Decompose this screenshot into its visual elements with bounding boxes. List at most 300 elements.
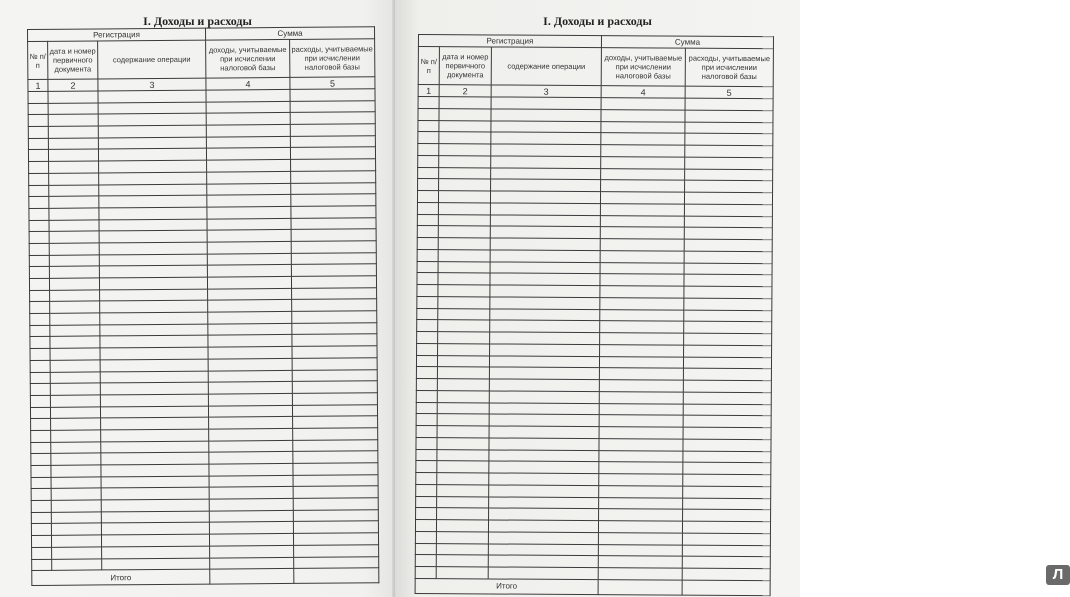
ledger-cell[interactable] [100, 406, 208, 419]
ledger-cell[interactable] [417, 214, 438, 226]
ledger-cell[interactable] [599, 450, 683, 462]
ledger-cell[interactable] [50, 348, 100, 360]
ledger-cell[interactable] [439, 167, 491, 179]
ledger-cell[interactable] [31, 454, 51, 466]
ledger-cell[interactable] [489, 367, 599, 379]
ledger-cell[interactable] [439, 132, 491, 144]
ledger-cell[interactable] [29, 255, 49, 267]
ledger-cell[interactable] [207, 206, 291, 218]
ledger-cell[interactable] [598, 532, 682, 544]
ledger-cell[interactable] [438, 202, 490, 214]
ledger-cell[interactable] [491, 144, 601, 156]
ledger-cell[interactable] [31, 535, 51, 547]
ledger-cell[interactable] [99, 277, 207, 290]
ledger-cell[interactable] [489, 355, 599, 367]
ledger-cell[interactable] [418, 132, 439, 144]
ledger-cell[interactable] [294, 545, 379, 557]
ledger-cell[interactable] [100, 382, 208, 395]
ledger-cell[interactable] [99, 172, 207, 185]
ledger-cell[interactable] [208, 288, 292, 300]
ledger-cell[interactable] [683, 415, 771, 427]
ledger-cell[interactable] [208, 405, 292, 417]
ledger-cell[interactable] [415, 543, 436, 555]
ledger-cell[interactable] [438, 296, 490, 308]
ledger-cell[interactable] [207, 230, 291, 242]
ledger-cell[interactable] [489, 485, 599, 497]
ledger-cell[interactable] [30, 384, 50, 396]
ledger-cell[interactable] [291, 171, 376, 183]
ledger-cell[interactable] [30, 372, 50, 384]
ledger-cell[interactable] [51, 418, 101, 430]
ledger-cell[interactable] [489, 414, 599, 426]
ledger-cell[interactable] [417, 249, 438, 261]
ledger-cell[interactable] [417, 226, 438, 238]
ledger-cell[interactable] [52, 558, 102, 570]
ledger-cell[interactable] [50, 336, 100, 348]
ledger-cell[interactable] [438, 249, 490, 261]
ledger-cell[interactable] [100, 347, 208, 360]
ledger-cell[interactable] [491, 156, 601, 168]
ledger-cell[interactable] [438, 226, 490, 238]
ledger-cell[interactable] [490, 320, 600, 332]
ledger-cell[interactable] [98, 113, 206, 126]
ledger-cell[interactable] [291, 229, 376, 241]
ledger-cell[interactable] [416, 378, 437, 390]
ledger-cell[interactable] [208, 323, 292, 335]
ledger-cell[interactable] [52, 547, 102, 559]
ledger-cell[interactable] [206, 113, 290, 125]
ledger-cell[interactable] [29, 232, 49, 244]
ledger-cell[interactable] [292, 311, 377, 323]
ledger-cell[interactable] [599, 427, 683, 439]
ledger-cell[interactable] [31, 465, 51, 477]
ledger-cell[interactable] [416, 355, 437, 367]
ledger-cell[interactable] [100, 394, 208, 407]
ledger-cell[interactable] [417, 308, 438, 320]
ledger-cell[interactable] [685, 157, 773, 169]
ledger-cell[interactable] [101, 441, 209, 454]
ledger-cell[interactable] [489, 508, 599, 520]
ledger-cell[interactable] [416, 472, 437, 484]
ledger-cell[interactable] [292, 369, 377, 381]
ledger-cell[interactable] [600, 227, 684, 239]
ledger-cell[interactable] [438, 261, 490, 273]
ledger-cell[interactable] [488, 520, 598, 532]
ledger-cell[interactable] [491, 132, 601, 144]
ledger-cell[interactable] [28, 103, 48, 115]
total-expense-cell[interactable] [682, 580, 770, 596]
ledger-cell[interactable] [415, 555, 436, 567]
ledger-cell[interactable] [437, 390, 489, 402]
ledger-cell[interactable] [292, 299, 377, 311]
ledger-cell[interactable] [601, 121, 685, 133]
ledger-cell[interactable] [206, 124, 290, 136]
ledger-cell[interactable] [598, 544, 682, 556]
ledger-cell[interactable] [601, 168, 685, 180]
ledger-cell[interactable] [600, 309, 684, 321]
ledger-cell[interactable] [682, 521, 770, 533]
ledger-cell[interactable] [438, 332, 490, 344]
ledger-cell[interactable] [208, 335, 292, 347]
ledger-cell[interactable] [438, 285, 490, 297]
ledger-cell[interactable] [293, 521, 378, 533]
ledger-cell[interactable] [99, 195, 207, 208]
ledger-cell[interactable] [291, 276, 376, 288]
ledger-cell[interactable] [292, 346, 377, 358]
ledger-cell[interactable] [599, 438, 683, 450]
ledger-cell[interactable] [101, 499, 209, 512]
ledger-cell[interactable] [489, 449, 599, 461]
ledger-cell[interactable] [50, 325, 100, 337]
ledger-cell[interactable] [29, 208, 49, 220]
ledger-cell[interactable] [437, 496, 489, 508]
ledger-cell[interactable] [209, 522, 293, 534]
ledger-cell[interactable] [102, 558, 210, 571]
ledger-cell[interactable] [601, 180, 685, 192]
ledger-cell[interactable] [599, 509, 683, 521]
ledger-cell[interactable] [210, 557, 294, 569]
ledger-cell[interactable] [683, 380, 771, 392]
ledger-cell[interactable] [50, 383, 100, 395]
ledger-cell[interactable] [490, 308, 600, 320]
ledger-cell[interactable] [685, 145, 773, 157]
ledger-cell[interactable] [488, 532, 598, 544]
ledger-cell[interactable] [51, 488, 101, 500]
ledger-cell[interactable] [29, 243, 49, 255]
ledger-cell[interactable] [101, 487, 209, 500]
ledger-cell[interactable] [598, 556, 682, 568]
ledger-cell[interactable] [684, 321, 772, 333]
ledger-cell[interactable] [50, 313, 100, 325]
ledger-cell[interactable] [291, 159, 376, 171]
ledger-cell[interactable] [439, 179, 491, 191]
ledger-cell[interactable] [600, 239, 684, 251]
ledger-cell[interactable] [600, 203, 684, 215]
ledger-cell[interactable] [51, 430, 101, 442]
ledger-cell[interactable] [491, 109, 601, 121]
ledger-cell[interactable] [600, 250, 684, 262]
ledger-cell[interactable] [51, 512, 101, 524]
ledger-cell[interactable] [489, 402, 599, 414]
ledger-cell[interactable] [490, 344, 600, 356]
ledger-cell[interactable] [98, 149, 206, 162]
ledger-cell[interactable] [417, 273, 438, 285]
ledger-cell[interactable] [100, 324, 208, 337]
ledger-cell[interactable] [684, 192, 772, 204]
ledger-cell[interactable] [490, 214, 600, 226]
ledger-cell[interactable] [490, 250, 600, 262]
ledger-cell[interactable] [601, 133, 685, 145]
ledger-cell[interactable] [600, 333, 684, 345]
ledger-cell[interactable] [490, 203, 600, 215]
ledger-cell[interactable] [416, 508, 437, 520]
ledger-cell[interactable] [49, 161, 99, 173]
ledger-cell[interactable] [418, 167, 439, 179]
ledger-cell[interactable] [28, 126, 48, 138]
ledger-cell[interactable] [490, 297, 600, 309]
ledger-cell[interactable] [418, 155, 439, 167]
ledger-cell[interactable] [48, 91, 98, 103]
ledger-cell[interactable] [599, 462, 683, 474]
total-expense-cell[interactable] [294, 568, 379, 584]
ledger-cell[interactable] [31, 489, 51, 501]
ledger-cell[interactable] [101, 534, 209, 547]
ledger-cell[interactable] [29, 267, 49, 279]
ledger-cell[interactable] [50, 371, 100, 383]
ledger-cell[interactable] [437, 355, 489, 367]
ledger-cell[interactable] [683, 509, 771, 521]
ledger-cell[interactable] [437, 473, 489, 485]
ledger-cell[interactable] [293, 451, 378, 463]
ledger-cell[interactable] [293, 533, 378, 545]
ledger-cell[interactable] [491, 167, 601, 179]
ledger-cell[interactable] [209, 534, 293, 546]
ledger-cell[interactable] [416, 437, 437, 449]
ledger-cell[interactable] [48, 126, 98, 138]
ledger-cell[interactable] [600, 262, 684, 274]
ledger-cell[interactable] [292, 358, 377, 370]
ledger-cell[interactable] [683, 498, 771, 510]
ledger-cell[interactable] [439, 108, 491, 120]
ledger-cell[interactable] [49, 266, 99, 278]
ledger-cell[interactable] [98, 125, 206, 138]
ledger-cell[interactable] [685, 169, 773, 181]
ledger-cell[interactable] [417, 284, 438, 296]
ledger-cell[interactable] [415, 566, 436, 578]
ledger-cell[interactable] [601, 145, 685, 157]
ledger-cell[interactable] [31, 512, 51, 524]
ledger-cell[interactable] [601, 156, 685, 168]
ledger-cell[interactable] [684, 263, 772, 275]
ledger-cell[interactable] [48, 138, 98, 150]
ledger-cell[interactable] [29, 173, 49, 185]
ledger-cell[interactable] [490, 261, 600, 273]
ledger-cell[interactable] [292, 404, 377, 416]
ledger-cell[interactable] [51, 500, 101, 512]
ledger-cell[interactable] [683, 474, 771, 486]
ledger-cell[interactable] [599, 497, 683, 509]
ledger-cell[interactable] [439, 97, 491, 109]
ledger-cell[interactable] [206, 101, 290, 113]
ledger-cell[interactable] [436, 555, 488, 567]
ledger-cell[interactable] [209, 510, 293, 522]
ledger-cell[interactable] [29, 185, 49, 197]
ledger-cell[interactable] [683, 486, 771, 498]
ledger-cell[interactable] [294, 556, 379, 568]
ledger-cell[interactable] [208, 393, 292, 405]
ledger-cell[interactable] [30, 302, 50, 314]
ledger-cell[interactable] [417, 296, 438, 308]
ledger-cell[interactable] [418, 179, 439, 191]
ledger-cell[interactable] [293, 416, 378, 428]
ledger-cell[interactable] [684, 251, 772, 263]
ledger-cell[interactable] [99, 184, 207, 197]
ledger-cell[interactable] [417, 237, 438, 249]
ledger-cell[interactable] [51, 465, 101, 477]
ledger-cell[interactable] [438, 320, 490, 332]
ledger-cell[interactable] [49, 173, 99, 185]
ledger-cell[interactable] [99, 265, 207, 278]
ledger-cell[interactable] [684, 204, 772, 216]
ledger-cell[interactable] [29, 161, 49, 173]
ledger-cell[interactable] [684, 333, 772, 345]
ledger-cell[interactable] [418, 108, 439, 120]
ledger-cell[interactable] [438, 191, 490, 203]
ledger-cell[interactable] [29, 220, 49, 232]
ledger-cell[interactable] [417, 331, 438, 343]
ledger-cell[interactable] [101, 417, 209, 430]
ledger-cell[interactable] [436, 520, 488, 532]
ledger-cell[interactable] [439, 144, 491, 156]
ledger-cell[interactable] [30, 360, 50, 372]
ledger-cell[interactable] [30, 337, 50, 349]
ledger-cell[interactable] [417, 191, 438, 203]
ledger-cell[interactable] [290, 147, 375, 159]
ledger-cell[interactable] [682, 556, 770, 568]
ledger-cell[interactable] [417, 343, 438, 355]
ledger-cell[interactable] [437, 367, 489, 379]
ledger-cell[interactable] [491, 120, 601, 132]
ledger-cell[interactable] [50, 301, 100, 313]
ledger-cell[interactable] [599, 403, 683, 415]
ledger-cell[interactable] [290, 124, 375, 136]
ledger-cell[interactable] [415, 519, 436, 531]
ledger-cell[interactable] [600, 321, 684, 333]
ledger-cell[interactable] [49, 255, 99, 267]
ledger-cell[interactable] [599, 415, 683, 427]
ledger-cell[interactable] [685, 122, 773, 134]
ledger-cell[interactable] [208, 358, 292, 370]
ledger-cell[interactable] [684, 298, 772, 310]
ledger-cell[interactable] [28, 150, 48, 162]
ledger-cell[interactable] [416, 461, 437, 473]
ledger-cell[interactable] [489, 473, 599, 485]
ledger-cell[interactable] [600, 297, 684, 309]
ledger-cell[interactable] [98, 102, 206, 115]
ledger-cell[interactable] [599, 474, 683, 486]
ledger-cell[interactable] [290, 112, 375, 124]
ledger-cell[interactable] [418, 97, 439, 109]
ledger-cell[interactable] [48, 149, 98, 161]
ledger-cell[interactable] [417, 320, 438, 332]
total-income-cell[interactable] [598, 579, 682, 595]
ledger-cell[interactable] [207, 160, 291, 172]
ledger-cell[interactable] [488, 555, 598, 567]
ledger-cell[interactable] [437, 426, 489, 438]
ledger-cell[interactable] [51, 535, 101, 547]
ledger-cell[interactable] [207, 253, 291, 265]
ledger-cell[interactable] [489, 438, 599, 450]
ledger-cell[interactable] [101, 429, 209, 442]
ledger-cell[interactable] [209, 487, 293, 499]
ledger-cell[interactable] [292, 334, 377, 346]
ledger-cell[interactable] [101, 464, 209, 477]
ledger-cell[interactable] [293, 486, 378, 498]
ledger-cell[interactable] [417, 202, 438, 214]
ledger-cell[interactable] [439, 120, 491, 132]
ledger-cell[interactable] [291, 194, 376, 206]
ledger-cell[interactable] [684, 310, 772, 322]
ledger-cell[interactable] [291, 206, 376, 218]
ledger-cell[interactable] [290, 100, 375, 112]
ledger-cell[interactable] [416, 367, 437, 379]
ledger-cell[interactable] [100, 289, 208, 302]
ledger-cell[interactable] [209, 417, 293, 429]
ledger-cell[interactable] [437, 437, 489, 449]
ledger-cell[interactable] [31, 500, 51, 512]
ledger-cell[interactable] [50, 406, 100, 418]
ledger-cell[interactable] [209, 463, 293, 475]
ledger-cell[interactable] [683, 462, 771, 474]
ledger-cell[interactable] [437, 414, 489, 426]
ledger-cell[interactable] [489, 391, 599, 403]
ledger-cell[interactable] [206, 136, 290, 148]
ledger-cell[interactable] [290, 136, 375, 148]
ledger-cell[interactable] [208, 382, 292, 394]
ledger-cell[interactable] [438, 238, 490, 250]
ledger-cell[interactable] [209, 498, 293, 510]
ledger-cell[interactable] [488, 567, 598, 579]
ledger-cell[interactable] [291, 252, 376, 264]
ledger-cell[interactable] [32, 547, 52, 559]
ledger-cell[interactable] [438, 214, 490, 226]
ledger-cell[interactable] [437, 508, 489, 520]
ledger-cell[interactable] [601, 98, 685, 110]
ledger-cell[interactable] [684, 239, 772, 251]
ledger-cell[interactable] [30, 407, 50, 419]
ledger-cell[interactable] [489, 426, 599, 438]
ledger-cell[interactable] [491, 97, 601, 109]
ledger-cell[interactable] [209, 428, 293, 440]
ledger-cell[interactable] [683, 392, 771, 404]
ledger-cell[interactable] [209, 475, 293, 487]
ledger-cell[interactable] [49, 278, 99, 290]
ledger-cell[interactable] [437, 484, 489, 496]
ledger-cell[interactable] [437, 449, 489, 461]
ledger-cell[interactable] [206, 89, 290, 101]
ledger-cell[interactable] [101, 523, 209, 536]
ledger-cell[interactable] [29, 278, 49, 290]
ledger-cell[interactable] [49, 196, 99, 208]
ledger-cell[interactable] [98, 137, 206, 150]
ledger-cell[interactable] [49, 220, 99, 232]
ledger-cell[interactable] [293, 439, 378, 451]
ledger-cell[interactable] [682, 533, 770, 545]
ledger-cell[interactable] [416, 484, 437, 496]
ledger-cell[interactable] [100, 359, 208, 372]
ledger-cell[interactable] [598, 568, 682, 580]
ledger-cell[interactable] [293, 498, 378, 510]
ledger-cell[interactable] [683, 451, 771, 463]
ledger-cell[interactable] [683, 404, 771, 416]
ledger-cell[interactable] [685, 133, 773, 145]
ledger-cell[interactable] [685, 110, 773, 122]
ledger-cell[interactable] [49, 243, 99, 255]
ledger-cell[interactable] [48, 114, 98, 126]
ledger-cell[interactable] [490, 273, 600, 285]
ledger-cell[interactable] [50, 290, 100, 302]
ledger-cell[interactable] [99, 219, 207, 232]
ledger-cell[interactable] [208, 370, 292, 382]
ledger-cell[interactable] [489, 379, 599, 391]
ledger-cell[interactable] [437, 379, 489, 391]
ledger-cell[interactable] [418, 120, 439, 132]
ledger-cell[interactable] [490, 332, 600, 344]
ledger-cell[interactable] [598, 521, 682, 533]
ledger-cell[interactable] [99, 207, 207, 220]
ledger-cell[interactable] [683, 427, 771, 439]
ledger-cell[interactable] [101, 476, 209, 489]
